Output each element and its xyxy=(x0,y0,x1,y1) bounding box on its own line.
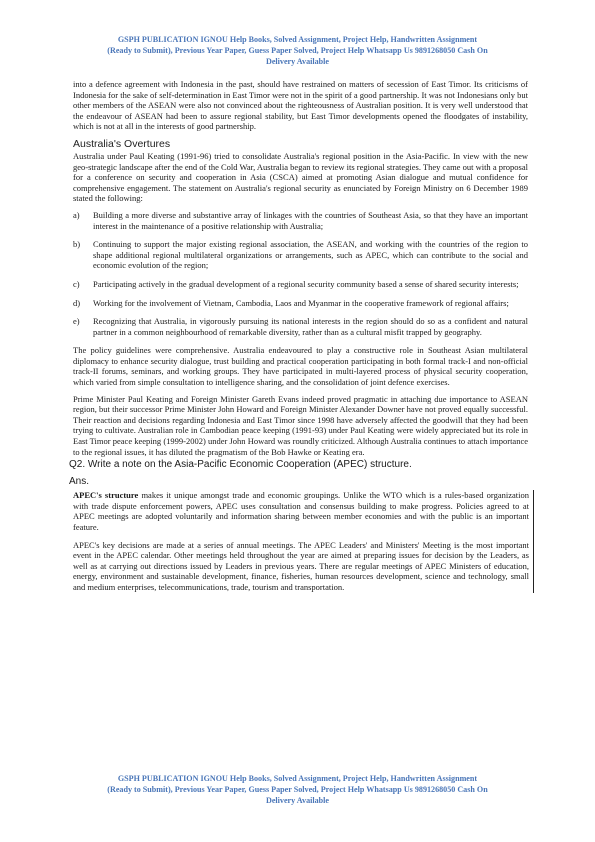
list-marker: e) xyxy=(73,316,80,327)
list-item xyxy=(73,210,528,231)
list-text: Continuing to support the major existing regional association, the ASEAN, and working with the countries of the region to shape additional regional multilateral organizations or arrangements, such as APEC, which can contribute to the social and economic evolution of the region; xyxy=(93,239,528,271)
apec-bold-lead: APEC's structure xyxy=(73,490,139,501)
header-line-2: (Ready to Submit), Previous Year Paper, Guess Paper Solved, Project Help Whatsapp Us 9891268050 Cash On xyxy=(107,46,488,55)
list-text: Building a more diverse and substantive array of linkages with the countries of Southeast Asia, so that they have an important interest in the maintenance of a positive relationship with Australia; xyxy=(93,209,528,231)
pm-paragraph: Prime Minister Paul Keating and Foreign Minister Gareth Evans indeed proved pragmatic in attaching due importance to ASEAN region, but their successor Prime Minister John Howard and Foreign Minister Alexander Downer have not proved equally successful. Their reaction and decisions regarding Indonesia and East Timor since 1998 have adversely affected the goodwill that they had been trying to cultivate. Australian role in Cambodian peace keeping (1991-93) under Paul Keating were widely appreciated but its role in East Timor peace keeping (1999-2002) under John Howard was roundly criticized. Although Australia continues to attach importance to the regional issues, it has diluted the pragmatism of the Bob Hawke or Keating era. xyxy=(73,393,528,457)
list-item xyxy=(73,316,528,337)
policy-paragraph: The policy guidelines were comprehensive. Australia endeavoured to play a constructive role in Southeast Asian multilateral diplomacy to enhance security dialogue, trust building and practical cooperation participating in both formal track-I and non-official track-II forums, seminars, and working groups. They have participated in multi-layered process of physical security cooperation, which varied from simple consultation to intelligence sharing, and the consolidation of joint defence exercises. xyxy=(73,345,528,388)
header-line-1: GSPH PUBLICATION IGNOU Help Books, Solved Assignment, Project Help, Handwritten Assignment xyxy=(117,35,478,44)
list-item xyxy=(73,298,528,309)
footer-line-1: GSPH PUBLICATION IGNOU Help Books, Solved Assignment, Project Help, Handwritten Assignment xyxy=(117,774,478,783)
list-text: Participating actively in the gradual development of a regional security community based a sense of shared security interests; xyxy=(93,278,519,289)
footer-line-3: Delivery Available xyxy=(265,796,329,805)
apec-paragraph-1-text: makes it unique amongst trade and economic groupings. Unlike the WTO which is a rules-based organization with trade dispute enforcement powers, APEC uses consultation and consensus building to make progress. Policies agreed to at APEC meetings are adopted voluntarily and information sharing between member economies and with the public is an important feature. xyxy=(73,490,530,532)
page-content xyxy=(69,79,530,600)
list-item xyxy=(73,239,528,271)
list-text: Recognizing that Australia, in vigorously pursuing its national interests in the region should do so as a confident and natural partner in a common neighbourhood of remarkable diversity, rather than as a cultural misfit trapped by geography. xyxy=(93,316,528,337)
apec-paragraph-2: APEC's key decisions are made at a series of annual meetings. The APEC Leaders' and Ministers' Meeting is the most important event in the APEC calendar. Other meetings held throughout the year are aimed at preparing issues for decision by the Leaders, as well as at carrying out directions issued by Leaders in previous years. There are regular meetings of APEC Ministers of education, energy, environment and sustainable development, finance, fisheries, human resources development, science and technology, small and medium enterprises, telecommunications, trade, tourism and transportation. xyxy=(73,539,529,592)
list-marker: d) xyxy=(73,297,81,308)
footer-line-2: (Ready to Submit), Previous Year Paper, Guess Paper Solved, Project Help Whatsapp Us 9891268050 Cash On xyxy=(107,785,488,794)
intro-paragraph: into a defence agreement with Indonesia in the past, should have restrained on matters of secession of East Timor. Its criticisms of Indonesia for the sake of self-determination in East Timor were not in the spirit of a good partnership. It was not Indonesians only but other members of the ASEAN were also not convinced about the righteousness of Australian position. It is very well understood that the endeavour of ASEAN had been to assure regional stability, but East Timor developments opened the floodgates of instability, which is not at all in the interests of good partnership. xyxy=(73,79,528,132)
answer-box xyxy=(73,490,534,592)
list-text: Working for the involvement of Vietnam, Cambodia, Laos and Myanmar in the cooperative framework of regional affairs; xyxy=(93,297,509,308)
list-item xyxy=(73,279,528,290)
list-marker: c) xyxy=(73,278,80,289)
header-banner xyxy=(40,34,555,67)
question-line: Q2. Write a note on the Asia-Pacific Economic Cooperation (APEC) structure. xyxy=(69,459,412,471)
footer-banner xyxy=(40,773,555,806)
section-paragraph: Australia under Paul Keating (1991-96) tried to consolidate Australia's regional position in the Asia-Pacific. In view with the new geo-strategic landscape after the end of the Cold War, Australia began to review its regional strategies. They came out with a proposal for a conference on security and cooperation in Asia (CSCA) aimed at promoting Asian dialogue and mutual confidence for comprehensive engagement. The statement on Australia's regional security as enunciated by Foreign Ministry on 6 December 1989 stated the following: xyxy=(73,150,528,204)
answer-label: Ans. xyxy=(69,476,90,488)
list-marker: a) xyxy=(73,209,80,220)
apec-paragraph-1 xyxy=(73,490,529,532)
section-heading: Australia's Overtures xyxy=(73,137,171,150)
policy-list xyxy=(73,210,528,337)
header-line-3: Delivery Available xyxy=(265,57,329,66)
list-marker: b) xyxy=(73,239,81,250)
